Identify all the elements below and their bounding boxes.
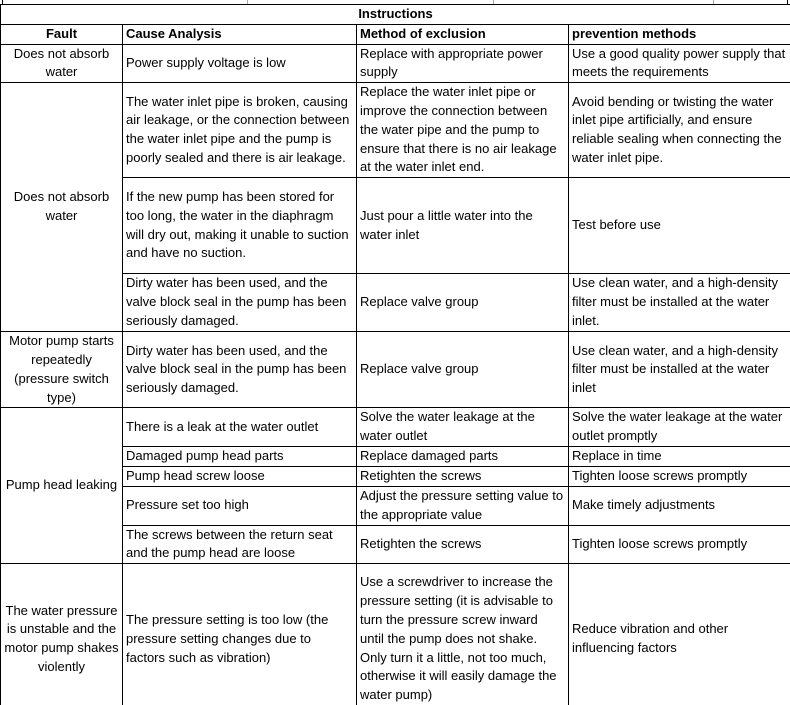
remnant-gridline: [713, 0, 714, 4]
cell-prevention: Solve the water leakage at the water outlet promptly: [569, 408, 790, 447]
cell-cause: The screws between the return seat and the pump head are loose: [123, 525, 357, 564]
table-row: [1, 408, 790, 447]
cell-cause: If the new pump has been stored for too long, the water in the diaphragm will dry out, making it unable to suction and have no suction.: [123, 178, 357, 274]
cell-cause: Damaged pump head parts: [123, 446, 357, 466]
cell-cause: Pressure set too high: [123, 486, 357, 525]
cell-prevention: Use clean water, and a high-density filter must be installed at the water inlet.: [569, 274, 790, 332]
cell-method: Replace valve group: [357, 332, 569, 408]
cell-fault: The water pressure is unstable and the motor pump shakes violently: [1, 564, 123, 705]
cell-prevention: Replace in time: [569, 446, 790, 466]
cell-method: Replace damaged parts: [357, 446, 569, 466]
cell-method: Adjust the pressure setting value to the appropriate value: [357, 486, 569, 525]
cell-cause: The pressure setting is too low (the pressure setting changes due to factors such as vibration): [123, 564, 357, 705]
cell-method: Replace valve group: [357, 274, 569, 332]
cell-cause: Dirty water has been used, and the valve block seal in the pump has been seriously damaged.: [123, 332, 357, 408]
table-edge-line-right: [787, 0, 788, 4]
column-header-fault: Fault: [1, 24, 123, 44]
cell-method: Replace the water inlet pipe or improve the connection between the water pipe and the pump to ensure that there is no air leakage at the water inlet end.: [357, 83, 569, 178]
table-edge-line-left: [2, 0, 3, 4]
cell-cause: There is a leak at the water outlet: [123, 408, 357, 447]
remnant-gridline: [247, 0, 248, 4]
column-header-cause: Cause Analysis: [123, 24, 357, 44]
cell-cause: Pump head screw loose: [123, 466, 357, 486]
column-header-prevention: prevention methods: [569, 24, 790, 44]
cropped-row-remnant: [0, 0, 790, 4]
cell-prevention: Avoid bending or twisting the water inlet pipe artificially, and ensure reliable sealing when connecting the water inlet pipe.: [569, 83, 790, 178]
cell-prevention: Tighten loose screws promptly: [569, 525, 790, 564]
cell-method: Use a screwdriver to increase the pressure setting (it is advisable to turn the pressure screw inward until the pump does not shake. Only turn it a little, not too much, otherwise it will easily damage the water pump): [357, 564, 569, 705]
cell-cause: Dirty water has been used, and the valve block seal in the pump has been seriously damaged.: [123, 274, 357, 332]
cell-method: Just pour a little water into the water inlet: [357, 178, 569, 274]
cell-prevention: Use clean water, and a high-density filter must be installed at the water inlet: [569, 332, 790, 408]
cell-method: Retighten the screws: [357, 466, 569, 486]
cell-fault: Pump head leaking: [1, 408, 123, 564]
table-row: [1, 83, 790, 178]
cell-fault: Motor pump starts repeatedly (pressure switch type): [1, 332, 123, 408]
cell-fault: Does not absorb water: [1, 44, 123, 83]
table-row: [1, 564, 790, 705]
cell-method: Retighten the screws: [357, 525, 569, 564]
cell-prevention: Tighten loose screws promptly: [569, 466, 790, 486]
cell-prevention: Make timely adjustments: [569, 486, 790, 525]
cell-prevention: Test before use: [569, 178, 790, 274]
cell-cause: The water inlet pipe is broken, causing air leakage, or the connection between the water inlet pipe and the pump is poorly sealed and there is air leakage.: [123, 83, 357, 178]
table-header-row: [1, 24, 790, 44]
cell-method: Replace with appropriate power supply: [357, 44, 569, 83]
cell-method: Solve the water leakage at the water outlet: [357, 408, 569, 447]
remnant-gridline: [493, 0, 494, 4]
cell-prevention: Reduce vibration and other influencing factors: [569, 564, 790, 705]
cell-prevention: Use a good quality power supply that meets the requirements: [569, 44, 790, 83]
column-header-method: Method of exclusion: [357, 24, 569, 44]
troubleshooting-table: [0, 4, 790, 705]
cell-fault: Does not absorb water: [1, 83, 123, 332]
cell-cause: Power supply voltage is low: [123, 44, 357, 83]
table-title: Instructions: [1, 5, 790, 25]
table-title-row: [1, 5, 790, 25]
table-row: [1, 332, 790, 408]
table-row: [1, 44, 790, 83]
